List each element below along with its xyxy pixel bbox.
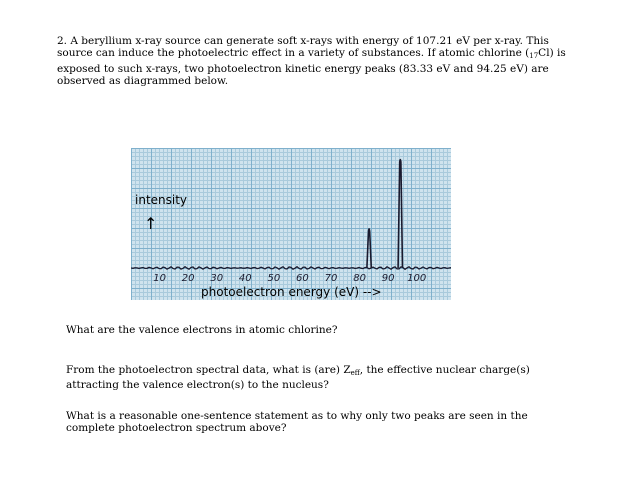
- x-tick-label: 10: [153, 273, 166, 284]
- question-two-peaks: [66, 410, 556, 435]
- x-tick-label: 60: [296, 273, 309, 284]
- x-tick-label: 30: [210, 273, 224, 284]
- problem-text-part-2: ) is exposed to such x-rays, two photoelectron kinetic energy peaks (83.33 eV and 94.25 eV) are observed as diagrammed below.: [57, 47, 566, 88]
- problem-statement: [57, 35, 577, 88]
- spectrum-svg: [131, 148, 451, 300]
- up-arrow-icon: ↑: [144, 214, 158, 233]
- x-tick-label: 80: [353, 273, 366, 284]
- x-tick-label: 100: [407, 273, 427, 284]
- x-axis-label: photoelectron energy (eV) -->: [201, 285, 382, 299]
- x-tick-label: 70: [324, 273, 338, 284]
- question-2-text-part-2: , the effective nuclear charge(s) attracting the valence electron(s) to the nucleus?: [66, 364, 530, 392]
- question-3-text: What is a reasonable one-sentence statement as to why only two peaks are seen in the complete photoelectron spectrum above?: [66, 410, 528, 435]
- atomic-number-subscript: 17: [529, 52, 539, 61]
- question-valence-electrons: [66, 324, 556, 336]
- problem-number: 2.: [57, 35, 68, 47]
- zeff-subscript: eff: [350, 369, 360, 377]
- problem-text-part-1: A beryllium x-ray source can generate soft x-rays with energy of 107.21 eV per x-ray. This source can induce the photoelectric effect in a variety of substances. If atomic chlorine (: [57, 35, 549, 60]
- spectrum-peak-1: [367, 229, 371, 268]
- x-tick-label: 50: [267, 273, 281, 284]
- question-1-text: What are the valence electrons in atomic chlorine?: [66, 324, 338, 336]
- x-tick-label: 40: [238, 273, 252, 284]
- question-2-text-part-1: From the photoelectron spectral data, what is (are) Z: [66, 364, 351, 376]
- x-tick-label: 20: [181, 273, 195, 284]
- photoelectron-spectrum-chart: [131, 148, 451, 300]
- x-tick-label: 90: [381, 273, 395, 284]
- element-symbol: Cl: [538, 47, 550, 60]
- y-axis-label: intensity: [135, 193, 188, 207]
- spectrum-peak-2: [398, 160, 402, 269]
- question-effective-nuclear-charge: [66, 364, 556, 392]
